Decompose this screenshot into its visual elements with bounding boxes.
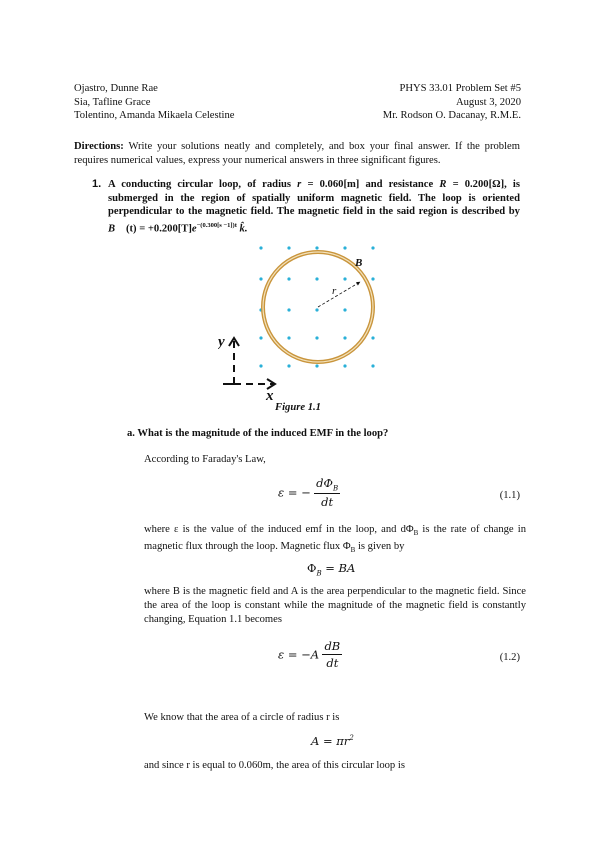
- flux-rhs: = BA: [321, 561, 356, 575]
- text-sub: B: [350, 546, 356, 555]
- eq1-fraction: [314, 476, 340, 509]
- question-line: (t) = +0.200[T]: [125, 223, 192, 235]
- exponent: −(0.300[s −1])t: [196, 221, 237, 229]
- exp-symbol: e: [191, 223, 197, 235]
- part-a-question: a. What is the magnitude of the induced EMF in the loop?: [127, 428, 389, 439]
- eq1-lhs: ε = −: [278, 485, 311, 500]
- eq1-denominator: dt: [321, 495, 334, 510]
- unit-vector-k: k̂.: [239, 223, 248, 235]
- faraday-intro: According to Faraday's Law,: [144, 454, 266, 465]
- equation-flux: [307, 561, 355, 577]
- paragraph-field: where B is the magnetic field and A is the area perpendicular to the magnetic field. Since the area of the loop is constant while the magnitude of the magnetic field is constantly changing, Equation 1.1 becomes: [144, 586, 526, 625]
- flux-symbol: Φ: [307, 561, 317, 575]
- question-line: = 0.060[m] and resistance: [307, 179, 434, 190]
- area-exponent: 2: [349, 734, 354, 743]
- text: is given by: [355, 541, 405, 553]
- field-label: B⃗: [355, 257, 371, 269]
- student-name: Ojastro, Dunne Rae: [74, 83, 158, 94]
- equation-1-2: [278, 639, 342, 670]
- figure-loop-diagram: [218, 236, 398, 406]
- student-name: Sia, Tafline Grace: [74, 96, 151, 108]
- course-info: [261, 82, 521, 123]
- figure-caption: Figure 1.1: [275, 402, 321, 413]
- question-line: perpendicular to the magnetic field. The magnetic field in the said region is: [108, 206, 458, 218]
- radius-symbol: r: [297, 179, 302, 190]
- question-line: A conducting circular loop, of radius: [108, 179, 292, 190]
- radius-arrow: [318, 282, 360, 307]
- question-line: described by: [461, 206, 520, 218]
- eq2-numerator: dB: [324, 639, 341, 653]
- eq1-numerator-sub: B: [332, 484, 339, 493]
- date: August 3, 2020: [455, 96, 521, 108]
- question-text: [108, 178, 520, 236]
- y-axis-label: y: [218, 334, 225, 350]
- eq2-fraction: [322, 639, 342, 670]
- flux-sub: B: [316, 569, 322, 578]
- directions-text: Write your solutions neatly and completely, and box your final answer. If the problem requires numerical values, express your numerical answers in three significant figures.: [74, 141, 520, 166]
- paragraph-emf: [144, 523, 526, 557]
- text-sub: B: [413, 529, 419, 538]
- field-symbol: B⃗: [108, 223, 124, 235]
- equation-area: [311, 734, 354, 748]
- directions-label: Directions:: [74, 141, 124, 152]
- paragraph-area: We know that the area of a circle of radius r is: [144, 712, 340, 723]
- eq2-lhs: ε = −A: [278, 647, 320, 662]
- equation-number: (1.2): [499, 652, 520, 663]
- eq2-denominator: dt: [326, 656, 339, 670]
- paragraph-loop-area: and since r is equal to 0.060m, the area of this circular loop is: [144, 760, 405, 771]
- question-line: submerged in the region of spatially uniform magnetic field. The loop is oriented: [108, 192, 520, 204]
- directions: [74, 140, 520, 168]
- resistance-symbol: R: [439, 179, 447, 190]
- radius-label: r: [332, 285, 337, 297]
- eq1-numerator: dΦ: [316, 476, 333, 490]
- question-number: 1.: [92, 178, 102, 190]
- student-name: Tolentino, Amanda Mikaela Celestine: [74, 110, 235, 121]
- equation-1-1: [278, 476, 340, 509]
- course-title: PHYS 33.01 Problem Set #5: [399, 83, 521, 94]
- equation-number: (1.1): [499, 490, 520, 501]
- question-line: = 0.200[Ω], is: [452, 179, 520, 190]
- text: where ε is the value of the induced emf in the loop, and dΦ: [144, 524, 414, 535]
- text: is the rate of change in magnetic flux through the loop. Magnetic flux Φ: [144, 524, 526, 553]
- x-axis-label: x: [266, 388, 274, 404]
- area-formula: A = πr: [311, 734, 350, 748]
- instructor: Mr. Rodson O. Dacanay, R.M.E.: [382, 110, 521, 121]
